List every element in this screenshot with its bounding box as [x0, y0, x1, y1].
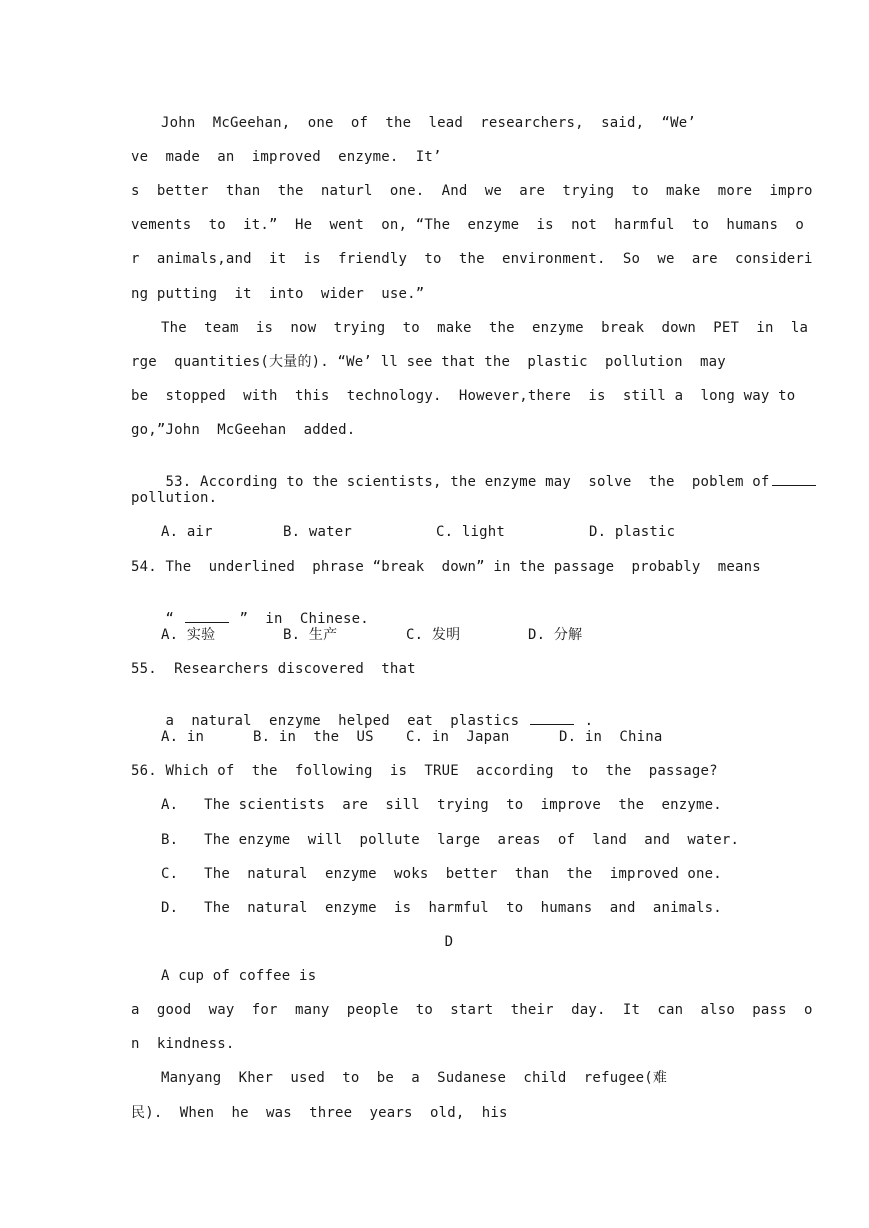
answer-blank: [185, 610, 229, 623]
passage-line: s better than the naturl one. And we are trying to make more impro: [131, 183, 813, 199]
question-text: a natural enzyme helped eat plastics: [165, 713, 520, 729]
passage-line: The team is now trying to make the enzyme break down PET in la: [161, 320, 809, 336]
question-56-option-a: A. The scientists are sill trying to improve the enzyme.: [161, 797, 722, 813]
question-53-option-b: B. water: [283, 524, 353, 540]
question-54-option-b: B. 生产: [283, 627, 338, 643]
passage-line: A cup of coffee is: [161, 968, 317, 984]
question-53-option-d: D. plastic: [589, 524, 676, 540]
passage-line: ng putting it into wider use.”: [131, 286, 425, 302]
passage-line: r animals,and it is friendly to the environment. So we are consideri: [131, 251, 813, 267]
question-56-option-d: D. The natural enzyme is harmful to humans and animals.: [161, 900, 722, 916]
question-text: 53. According to the scientists, the enzyme may solve the poblem of: [165, 474, 770, 490]
question-53-option-a: A. air: [161, 524, 213, 540]
answer-blank: [530, 712, 574, 725]
question-text: .: [584, 713, 594, 729]
passage-line: 民). When he was three years old, his: [131, 1105, 508, 1121]
question-54-option-c: C. 发明: [406, 627, 461, 643]
question-55-option-c: C. in Japan: [406, 729, 510, 745]
passage-line: ve made an improved enzyme. It’: [131, 149, 442, 165]
passage-line: a good way for many people to start their day. It can also pass o: [131, 1002, 813, 1018]
section-heading-d: D: [444, 934, 454, 950]
question-56-stem: 56. Which of the following is TRUE according to the passage?: [131, 763, 718, 779]
passage-line: go,”John McGeehan added.: [131, 422, 356, 438]
question-text: “: [165, 611, 175, 627]
question-56-option-b: B. The enzyme will pollute large areas of land and water.: [161, 832, 740, 848]
question-56-option-c: C. The natural enzyme woks better than the improved one.: [161, 866, 722, 882]
question-53-stem: [131, 455, 818, 509]
question-54-stem: 54. The underlined phrase “break down” in the passage probably means: [131, 559, 761, 575]
passage-line: rge quantities(大量的). “We’ ll see that the plastic pollution may: [131, 354, 726, 370]
answer-blank: [772, 473, 816, 486]
question-54-option-d: D. 分解: [528, 627, 583, 643]
passage-line: be stopped with this technology. However,there is still a long way to: [131, 388, 796, 404]
question-55-option-d: D. in China: [559, 729, 663, 745]
question-54-option-a: A. 实验: [161, 627, 216, 643]
question-55-option-a: A. in: [161, 729, 205, 745]
question-text: ” in Chinese.: [239, 611, 369, 627]
question-53-option-c: C. light: [436, 524, 506, 540]
passage-line: John McGeehan, one of the lead researchers, said, “We’: [161, 115, 696, 131]
question-55-option-b: B. in the US: [253, 729, 374, 745]
question-55-stem: 55. Researchers discovered that: [131, 661, 416, 677]
passage-line: Manyang Kher used to be a Sudanese child refugee(难: [161, 1070, 668, 1086]
question-53-stem-cont: pollution.: [131, 490, 218, 506]
passage-line: n kindness.: [131, 1036, 235, 1052]
passage-line: vements to it.” He went on, “The enzyme is not harmful to humans o: [131, 217, 805, 233]
